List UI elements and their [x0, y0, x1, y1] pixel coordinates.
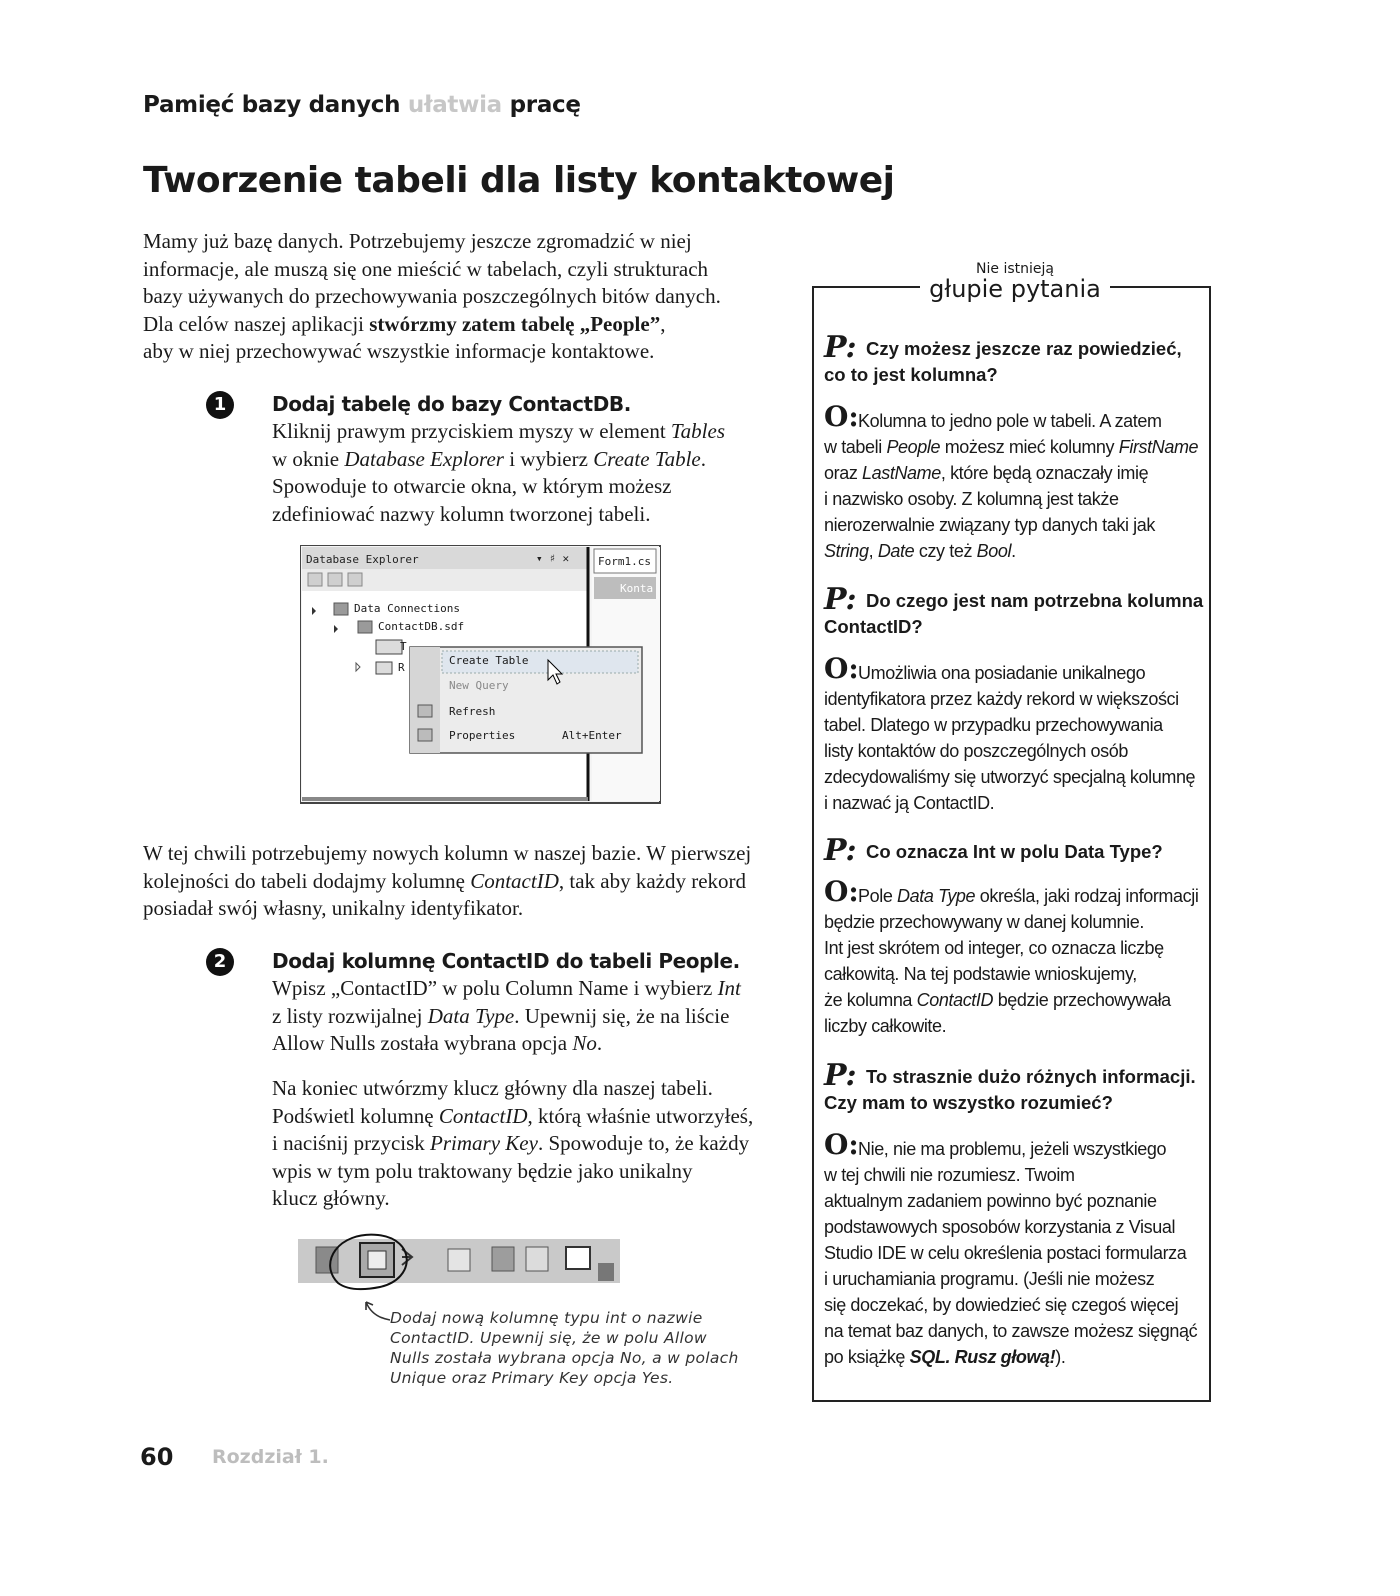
italic-term: Tables [670, 419, 726, 443]
panel-title: Database Explorer [306, 553, 419, 566]
answer-line: na temat baz danych, to zawsze możesz sięgnąć [824, 1321, 1198, 1341]
tree-item-contactdb[interactable]: ContactDB.sdf [378, 620, 465, 633]
answer-text-cont [824, 909, 1171, 1039]
text-line: bazy używanych do przechowywania poszczególnych bitów danych. [143, 284, 721, 308]
answer-line: Studio IDE w celu określenia postaci formularza [824, 1243, 1187, 1263]
text-fragment: . [700, 446, 706, 471]
text-line: klucz główny. [272, 1186, 390, 1210]
question-text [866, 839, 1163, 865]
caption-line: Nulls została wybrana opcja No, a w polach [390, 1349, 739, 1367]
question-text [866, 588, 1203, 614]
caption-line: Unique oraz Primary Key opcja Yes. [390, 1369, 674, 1387]
answer-text-cont [824, 434, 1198, 564]
question-text-cont [824, 614, 923, 640]
menu-item-refresh[interactable]: Refresh [449, 705, 496, 718]
answer-line: aktualnym zadaniem powinno być poznanie [824, 1191, 1157, 1211]
question-marker: P: [824, 1058, 857, 1093]
qa-sidebar-header [920, 262, 1110, 312]
answer-line: Kolumna to jedno pole w tabeli. A zatem [858, 411, 1162, 431]
text-fragment: będzie przechowywała [993, 990, 1171, 1010]
text-fragment: . Upewnij się, że na liście [514, 1003, 730, 1028]
text-line: Spowoduje to otwarcie okna, w którym możesz [272, 474, 672, 498]
question-marker: P: [824, 833, 857, 868]
text-fragment: z listy rozwijalnej [272, 1003, 428, 1028]
italic-term: LastName [862, 463, 941, 483]
text-fragment: . Spowoduje to, że każdy [537, 1131, 750, 1155]
text-fragment: , [660, 311, 666, 336]
text-line [272, 446, 725, 474]
answer-line: listy kontaktów do poszczególnych osób [824, 741, 1128, 761]
text-line [143, 311, 721, 339]
answer-line: Umożliwia ona posiadanie unikalnego [858, 663, 1146, 683]
question-marker: P: [824, 582, 857, 617]
text-line [272, 1130, 753, 1158]
italic-term: People [886, 437, 941, 457]
italic-term: Primary Key [430, 1131, 538, 1155]
answer-line [824, 1344, 1197, 1370]
toolbar-caption [390, 1308, 739, 1388]
answer-line: będzie przechowywany w danej kolumnie. [824, 912, 1144, 932]
answer-text [858, 883, 1198, 909]
answer-line: zdecydowaliśmy się utworzyć specjalną kolumnę [824, 767, 1196, 787]
text-line: zdefiniować nazwy kolumn tworzonej tabeli. [272, 501, 651, 526]
text-fragment: czy też [914, 541, 977, 561]
text-fragment: kolejności do tabeli dodajmy kolumnę [143, 868, 471, 893]
text-fragment: , tak aby każdy rekord [558, 868, 747, 893]
text-line: W tej chwili potrzebujemy nowych kolumn w naszej bazie. W pierwszej [143, 841, 752, 865]
answer-text-cont [824, 1162, 1197, 1370]
answer-line: identyfikatora przez każdy rekord w większości [824, 689, 1179, 709]
answer-text-cont [824, 686, 1195, 816]
text-line [272, 1030, 741, 1058]
tree-item-r[interactable]: R [398, 661, 405, 674]
text-line [272, 1003, 741, 1031]
question-line: Do czego jest nam potrzebna kolumna [866, 590, 1204, 611]
caption-line: ContactID. Upewnij się, że w polu Allow [390, 1329, 707, 1347]
menu-item-create-table[interactable]: Create Table [449, 654, 529, 667]
book-title: SQL. Rusz głową! [909, 1347, 1056, 1367]
answer-text [858, 408, 1162, 434]
step-1-text [272, 418, 725, 528]
text-fragment: po książkę [824, 1347, 910, 1367]
text-line: Na koniec utwórzmy klucz główny dla naszej tabeli. [272, 1076, 713, 1100]
question-text-cont [824, 1090, 1113, 1116]
text-fragment: Allow Nulls została wybrana opcja [272, 1031, 573, 1055]
question-line: Co oznacza Int w polu Data Type? [866, 841, 1163, 862]
answer-line [824, 538, 1198, 564]
question-text [866, 336, 1182, 362]
question-line: Czy mam to wszystko rozumieć? [824, 1092, 1113, 1113]
text-fragment: określa, jaki rodzaj informacji [975, 886, 1199, 906]
text-fragment: w tabeli [824, 437, 887, 457]
answer-line: i nazwać ją ContactID. [824, 793, 995, 813]
answer-line: całkowitą. Na tej podstawie wnioskujemy, [824, 964, 1137, 984]
answer-line: Int jest skrótem od integer, co oznacza liczbę [824, 938, 1164, 958]
text-fragment: i wybierz [503, 446, 594, 471]
answer-text [858, 660, 1145, 686]
toolbar-illustration [298, 1233, 628, 1293]
answer-line: i uruchamiania programu. (Jeśli nie możesz [824, 1269, 1155, 1289]
question-text-cont [824, 362, 998, 388]
italic-term: Data Type [897, 886, 976, 906]
chapter-label: Rozdział 1. [212, 1446, 329, 1468]
italic-term: No [572, 1031, 597, 1055]
question-line: To strasznie dużo różnych informacji. [866, 1066, 1196, 1087]
text-fragment: i naciśnij przycisk [272, 1131, 431, 1155]
text-fragment: Dla celów naszej aplikacji [143, 311, 364, 336]
step-number-1: 1 [206, 391, 234, 419]
italic-term: ContactID [438, 1103, 528, 1128]
text-line [272, 418, 725, 446]
answer-line [824, 434, 1198, 460]
menu-shortcut: Alt+Enter [562, 729, 622, 742]
answer-line: nierozerwalnie związany typ danych taki jak [824, 515, 1155, 535]
answer-line: w tej chwili nie rozumiesz. Twoim [824, 1165, 1075, 1185]
page-number: 60 [140, 1443, 174, 1471]
step-1-heading: Dodaj tabelę do bazy ContactDB. [272, 392, 631, 416]
text-line: aby w niej przechowywać wszystkie informacje kontaktowe. [143, 339, 655, 363]
answer-marker: O: [824, 652, 859, 685]
answer-line [824, 460, 1198, 486]
text-fragment: Podświetl kolumnę [272, 1103, 439, 1128]
caption-line: Dodaj nową kolumnę typu int o nazwie [390, 1309, 703, 1327]
running-head-text-end: pracę [509, 92, 581, 118]
text-fragment: , którą właśnie utworzyłeś, [527, 1103, 754, 1128]
italic-term: ContactID [916, 990, 994, 1010]
text-line [272, 975, 741, 1003]
text-fragment: . [596, 1031, 603, 1055]
text-line: informacje, ale muszą się one mieścić w tabelach, czyli strukturach [143, 256, 709, 281]
italic-term: Data Type [427, 1003, 515, 1028]
running-head [143, 92, 581, 118]
tab-form1[interactable]: Form1.cs [598, 555, 651, 568]
tab-kontakty[interactable]: Konta [620, 582, 654, 595]
text-line: Mamy już bazę danych. Potrzebujemy jeszcze zgromadzić w niej [143, 229, 692, 253]
running-head-text: Pamięć bazy danych [143, 92, 401, 118]
italic-term: Int [717, 976, 741, 1000]
intro-paragraph [143, 228, 721, 366]
answer-line: i nazwisko osoby. Z kolumną jest także [824, 489, 1119, 509]
answer-marker: O: [824, 1128, 859, 1161]
menu-item-properties[interactable]: Properties [449, 729, 516, 742]
italic-term: ContactID [470, 868, 559, 893]
text-fragment: Kliknij prawym przyciskiem myszy w element [272, 419, 671, 443]
text-fragment: , które będą oznaczały imię [940, 463, 1149, 483]
columns-paragraph [143, 840, 751, 923]
question-text [866, 1064, 1196, 1090]
answer-line: tabel. Dlatego w przypadku przechowywania [824, 715, 1163, 735]
step-2-text [272, 975, 741, 1058]
answer-marker: O: [824, 875, 859, 908]
italic-term: String [824, 541, 869, 561]
text-line: posiadał swój własny, unikalny identyfikator. [143, 896, 524, 920]
question-line: ContactID? [824, 616, 923, 637]
bold-phrase: stwórzmy zatem tabelę „People” [369, 311, 661, 336]
text-fragment: ). [1055, 1347, 1066, 1367]
caption-arrow-icon [362, 1298, 392, 1329]
question-line: co to jest kolumna? [824, 364, 998, 385]
text-fragment: Pole [858, 886, 898, 906]
question-marker: P: [824, 330, 857, 365]
text-fragment: możesz mieć kolumny [940, 437, 1119, 457]
text-fragment: że kolumna [824, 990, 917, 1010]
answer-marker: O: [824, 400, 859, 433]
text-line [143, 868, 751, 896]
tree-item-tables[interactable]: T [400, 640, 407, 653]
tree-item-data-connections[interactable]: Data Connections [354, 602, 460, 615]
text-fragment: . [1011, 541, 1016, 561]
running-head-highlight: ułatwia [407, 92, 502, 118]
step-2-heading: Dodaj kolumnę ContactID do tabeli People. [272, 949, 740, 973]
menu-item-new-query[interactable]: New Query [449, 679, 509, 692]
text-line [272, 1103, 753, 1131]
italic-term: Date [877, 541, 915, 561]
question-line: Czy możesz jeszcze raz powiedzieć, [866, 338, 1182, 359]
answer-line: podstawowych sposobów korzystania z Visual [824, 1217, 1176, 1237]
italic-term: Database Explorer [344, 446, 504, 471]
page-title: Tworzenie tabeli dla listy kontaktowej [143, 160, 895, 201]
text-fragment: w oknie [272, 446, 345, 471]
database-explorer-screenshot [300, 545, 670, 815]
answer-line: się doczekać, by dowiedzieć się czegoś więcej [824, 1295, 1179, 1315]
table-designer-toolbar [298, 1233, 628, 1293]
pin-close-icon[interactable]: ▾ ♯ ✕ [536, 552, 570, 565]
italic-term: Bool [976, 541, 1012, 561]
answer-line [858, 883, 1198, 909]
italic-term: Create Table [593, 446, 701, 471]
text-fragment: , [868, 541, 878, 561]
answer-line [824, 987, 1171, 1013]
header-small-text: Nie istnieją [976, 261, 1054, 277]
answer-line: liczby całkowite. [824, 1016, 947, 1036]
answer-line: Nie, nie ma problemu, jeżeli wszystkiego [858, 1139, 1167, 1159]
text-fragment: oraz [824, 463, 863, 483]
italic-term: FirstName [1118, 437, 1199, 457]
text-fragment: Wpisz „ContactID” w polu Column Name i wybierz [272, 976, 718, 1000]
answer-text [858, 1136, 1166, 1162]
step-number-2: 2 [206, 948, 234, 976]
text-line: wpis w tym polu traktowany będzie jako unikalny [272, 1158, 693, 1183]
header-big-text: głupie pytania [929, 275, 1101, 303]
primary-key-paragraph [272, 1075, 753, 1213]
